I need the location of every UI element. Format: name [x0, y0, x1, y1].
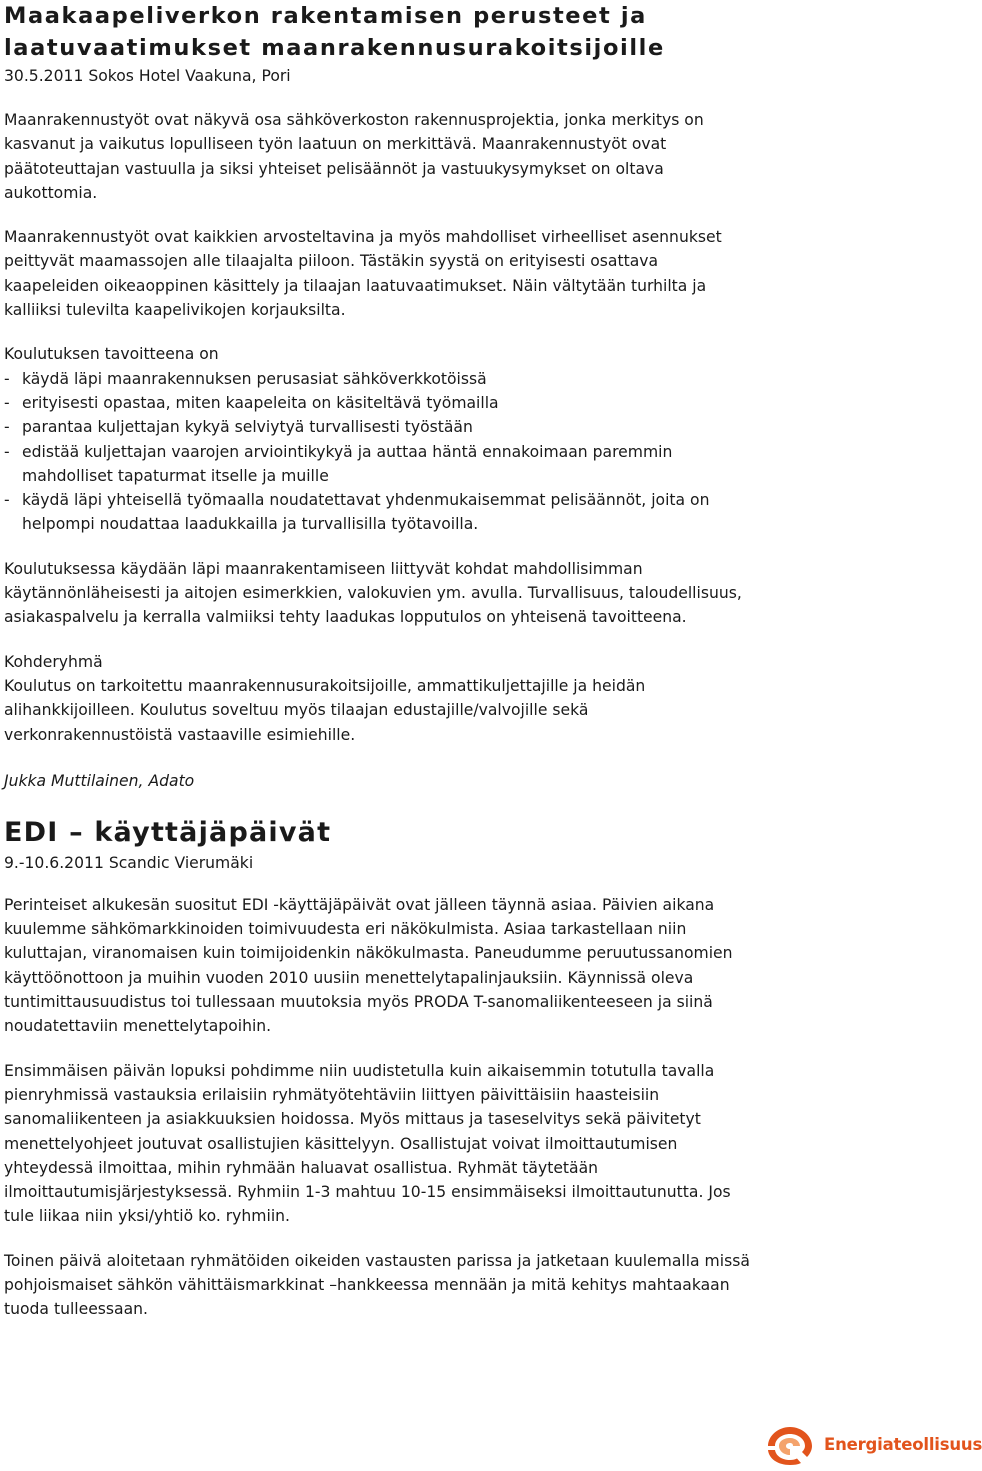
target-group-heading: Kohderyhmä — [4, 652, 103, 671]
text-line: kalliiksi tulevilta kaapelivikojen korjauksilta. — [4, 301, 346, 320]
quality-paragraph — [4, 225, 950, 322]
edi-date-location: 9.-10.6.2011 Scandic Vierumäki — [4, 853, 254, 872]
text-line: sanomaliikenteen ja asiakkuuksien hoidossa. Myös mittaus ja taseselvitys sekä päivitetyt — [4, 1110, 701, 1129]
text-line: menettelyohjeet joutuvat osallistujien käsittelyyn. Osallistujat voivat ilmoittautumisen — [4, 1134, 678, 1153]
list-item — [4, 440, 950, 489]
text-line: yhteydessä ilmoittaa, mihin ryhmään haluavat osallistua. Ryhmät täytetään — [4, 1158, 599, 1177]
list-item — [4, 415, 950, 439]
text-line: pohjoismaiset sähkön vähittäismarkkinat –hankkeessa mennään ja mitä kehitys mahtaakaan — [4, 1275, 730, 1294]
text-line: Toinen päivä aloitetaan ryhmätöiden oikeiden vastausten parissa ja jatketaan kuulemalla missä — [4, 1251, 750, 1270]
logo-wordmark: Energiateollisuus — [824, 1435, 982, 1454]
text-line: käydä läpi maanrakennuksen perusasiat sähköverkkotöissä — [22, 369, 487, 388]
edi-paragraph-2 — [4, 1059, 950, 1229]
list-item — [4, 391, 950, 415]
text-line: asiakaspalvelu ja kerralla valmiiksi tehty laadukas lopputulos on yhteisenä tavoitteena. — [4, 608, 687, 627]
list-item — [4, 488, 950, 537]
text-line: parantaa kuljettajan kykyä selviytyä turvallisesti työstään — [22, 418, 473, 437]
text-line: verkonrakennustöistä vastaaville esimiehille. — [4, 725, 356, 744]
text-line: kaapeleiden oikeaoppinen käsittely ja tilaajan laatuvaatimukset. Näin vältytään turhilta ja — [4, 276, 707, 295]
target-group-paragraph — [4, 674, 950, 747]
text-line: tuntimittausuudistus toi tullessaan muutoksia myös PRODA T-sanomaliikenteeseen ja siinä — [4, 993, 713, 1012]
text-line: Maanrakennustyöt ovat kaikkien arvosteltavina ja myös mahdolliset virheelliset asennukset — [4, 228, 722, 247]
text-line: käyttöönottoon ja muihin vuoden 2010 uusiin menettelytapalinjauksiin. Käynnissä oleva — [4, 968, 694, 987]
list-dash: - — [4, 418, 10, 437]
list-dash: - — [4, 491, 10, 510]
text-line: kuluttajan, viranomaisen kuin toimijoidenkin näkökulmasta. Paneudumme peruutussanomien — [4, 944, 733, 963]
text-line: tuoda tulleessaan. — [4, 1300, 148, 1319]
intro-paragraph — [4, 108, 950, 205]
text-line: noudatettaviin menettelytapoihin. — [4, 1017, 272, 1036]
text-line: kasvanut ja vaikutus lopulliseen työn laatuun on merkittävä. Maanrakennustyöt ovat — [4, 135, 667, 154]
text-line: päätoteuttajan vastuulla ja siksi yhteiset pelisäännöt ja vastuukysymykset on oltava — [4, 159, 664, 178]
list-item — [4, 367, 950, 391]
title-line-1: Maakaapeliverkon rakentamisen perusteet ja — [4, 3, 647, 29]
text-line: ilmoittautumisjärjestyksessä. Ryhmiin 1-3 mahtuu 10-15 ensimmäiseksi ilmoittautunutta. Jos — [4, 1183, 731, 1202]
goals-heading: Koulutuksen tavoitteena on — [4, 345, 219, 364]
title-line-2: laatuvaatimukset maanrakennusurakoitsijoille — [4, 35, 665, 61]
list-dash: - — [4, 369, 10, 388]
edi-paragraph-3 — [4, 1249, 950, 1322]
text-line: Koulutus on tarkoitettu maanrakennusurakoitsijoille, ammattikuljettajille ja heidän — [4, 676, 646, 695]
goals-list — [4, 367, 950, 537]
text-line: aukottomia. — [4, 183, 98, 202]
section-title-edi: EDI – käyttäjäpäivät — [4, 816, 332, 848]
text-line: edistää kuljettajan vaarojen arviointikykyä ja auttaa häntä ennakoimaan paremmin — [22, 442, 673, 461]
practical-paragraph — [4, 557, 950, 630]
text-line: peittyvät maamassojen alle tilaajalta piiloon. Tästäkin syystä on erityisesti osattava — [4, 252, 659, 271]
document-title — [4, 0, 950, 64]
document-page — [4, 0, 950, 1322]
text-line: erityisesti opastaa, miten kaapeleita on käsiteltävä työmailla — [22, 393, 499, 412]
text-line: pienryhmissä vastauksia erilaisiin ryhmätyötehtäviin liittyen päivittäisiin haasteisiin — [4, 1085, 660, 1104]
text-line: alihankkijoilleen. Koulutus soveltuu myös tilaajan edustajille/valvojille sekä — [4, 701, 589, 720]
text-line: kuulemme sähkömarkkinoiden toimivuudesta eri näkökulmista. Asiaa tarkastellaan niin — [4, 920, 687, 939]
text-line: Perinteiset alkukesän suositut EDI -käyttäjäpäivät ovat jälleen täynnä asiaa. Päivien aikana — [4, 895, 715, 914]
author-signature: Jukka Muttilainen, Adato — [4, 771, 195, 790]
energiateollisuus-logo — [762, 1424, 982, 1466]
text-line: Ensimmäisen päivän lopuksi pohdimme niin uudistetulla kuin aikaisemmin totutulla tavalla — [4, 1061, 715, 1080]
text-line: mahdolliset tapaturmat itselle ja muille — [22, 466, 329, 485]
text-line: Maanrakennustyöt ovat näkyvä osa sähköverkoston rakennusprojektia, jonka merkitys on — [4, 111, 704, 129]
list-dash: - — [4, 393, 10, 412]
edi-paragraph-1 — [4, 893, 950, 1039]
energiateollisuus-logo-icon — [762, 1424, 818, 1466]
event-date-location: 30.5.2011 Sokos Hotel Vaakuna, Pori — [4, 67, 291, 85]
text-line: Koulutuksessa käydään läpi maanrakentamiseen liittyvät kohdat mahdollisimman — [4, 559, 643, 578]
text-line: tule liikaa niin yksi/yhtiö ko. ryhmiin. — [4, 1207, 290, 1226]
text-line: käydä läpi yhteisellä työmaalla noudatettavat yhdenmukaisemmat pelisäännöt, joita on — [22, 491, 710, 510]
list-dash: - — [4, 442, 10, 461]
text-line: helpompi noudattaa laadukkailla ja turvallisilla työtavoilla. — [22, 515, 479, 534]
text-line: käytännönläheisesti ja aitojen esimerkkien, valokuvien ym. avulla. Turvallisuus, taloudellisuus, — [4, 584, 742, 603]
